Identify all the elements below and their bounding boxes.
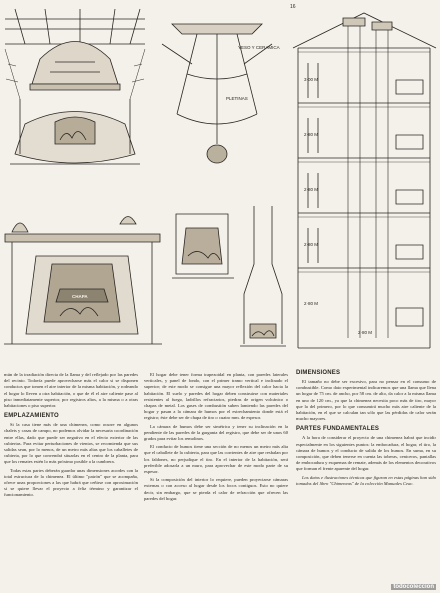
text-column-1	[4, 372, 138, 501]
paragraph: El tamaño no debe ser excesivo, para no pensar en el consumo de combustible. Como dato experimental indicaremos que una llama que llena un hogar de 75 cm. de ancho, por 58 cm. de alto, da calor a la misma llama en uno de 120 cm., ya que la chimenea necesita poco más de tiro, mayor que la del primero, por lo que consumirá mucho más aire caliente de la habitación, en el que se calculan tan sólo que las pérdidas de calor serán mucho mayores.	[296, 379, 436, 422]
label-chapa: CHAPA	[72, 294, 88, 299]
paragraph: La cámara de humos debe ser simétrica y tener su inclinación en la pendiente de las paredes de la garganta del registro, que debe ser de unos 60 grados para evitar los remolinos.	[144, 423, 288, 442]
label-dimension-3: 2·80 M	[304, 187, 319, 192]
section-heading-dimensiones: DIMENSIONES	[296, 370, 341, 376]
page-number: 16	[290, 4, 296, 10]
paragraph: El conducto de humos tiene una sección de no menos un metro más alta que el caballete de la cubierta, para que las corrientes de aire que resbalan por los faldones, no perjudique el tiro. En el interior de la habitación, será preferible adosarla a un muro, para aprovechar de este modo parte de su espesor.	[144, 444, 288, 475]
section-heading-emplazamiento: EMPLAZAMIENTO	[4, 413, 59, 420]
text-column-2	[144, 372, 288, 504]
text-column-3	[296, 366, 436, 489]
label-dimension-5: 2·80 M	[304, 301, 319, 306]
watermark: todocoleccion	[393, 584, 434, 590]
paragraph: A la hora de considerar el proyecto de una chimenea habrá que incidir especialmente en los siguientes puntos: la embocadura, el hogar, el tiro, la cámara de humos y el conducto de salida de los humos. En suma, en su composición, que deben tenerse en cuenta las toberas, ceniceros, pantallas de embocadura y esquemas de remate, además de los elementos decorativos que forman el frente aparente del hogar.	[296, 435, 436, 472]
label-dimension-6: 2·80 M	[358, 330, 373, 335]
section-heading-partes-fundamentales: PARTES FUNDAMENTALES	[296, 426, 380, 433]
label-pletinas: PLETINAS	[226, 96, 248, 101]
paragraph: mún de la irradiación directa de la llama y del reflejado por las paredes del recinto. Todavía puede aprovecharse más el calor si se disponen conductos que tomen el aire interior de la misma habitación, y rodeando el hogar lo lleven a otra habitación, o que de él el aire caliente pase al piso inmediatamente superior, por registros altos, a la misma o a otras habitaciones o piso superior.	[4, 372, 138, 409]
label-dimension-1: 3·00 M	[304, 77, 319, 82]
illustration-rustic-fireplace-room	[0, 4, 150, 182]
illustration-chimney-section	[240, 204, 286, 354]
illustration-building-section	[288, 8, 440, 360]
paragraph: Si la composición del interior lo requiere, pueden proyectarse cámaras externas o con acceso al hogar desde los focos contiguos. Esto no quiere decir, sin embargo, que se pierda el calor de refracción que ofrecen las paredes del hogar.	[144, 477, 288, 501]
label-dimension-4: 2·80 M	[304, 242, 319, 247]
illustration-hood-structure	[152, 4, 284, 182]
paragraph: El hogar debe tener forma trapezoidal en planta, con paredes laterales verticales, y panel de fondo, con el primer tramo vertical e inclinado el superior; de este modo se consigue una mayor reflexión del calor hacia la habitación. El suelo y paredes del hogar deben construirse con materiales resistentes al fuego, ladrillos refractarios, piedras de origen volcánico o chapas de metal. Los gases de combustión suben lamiendo las paredes del hogar y pasan a la cámara de humos por el estrechamiento donde está el registro; éste debe ser de chapa de tiro o cuatro mm. de espesor.	[144, 372, 288, 421]
label-dimension-2: 2·80 M	[304, 132, 319, 137]
paragraph: Si la casa tiene más de una chimenea, como ocurre en algunos chalets y casas de campo, no podemos olvidar la necesaria coordinación entre ellas, dado que puede ser negativo en el efecto exterior de las cubiertas. Para evitar perturbaciones de vientos, se recomienda que sus salidas sean, por lo menos, de un metro más altas que los caballetes de cubierta, por lo que convendrá situarlas en el centro de la planta, para que los remates estén lo más próximo posible a la cumbrera.	[4, 422, 138, 465]
illustration-hearth-detail	[168, 204, 238, 286]
illustration-mantel-fireplace	[0, 204, 166, 354]
paragraph-note: Los datos e ilustraciones técnicas que figuran en estas páginas han sido tomados del libro "Chimeneas" de la colección Manuales Ceac.	[296, 474, 436, 486]
paragraph: Todas estas partes deberán guardar unas dimensiones acordes con la total estructura de la chimenea. El último "patrón" que se acompaña, ofrece unas proporciones a las que habrá que ceñirse con aproximación si se quiere llevar el proyecto a feliz término y garantizar el funcionamiento.	[4, 467, 138, 498]
label-yeso-ceramica: YESO Y CERAMICA	[238, 45, 280, 50]
